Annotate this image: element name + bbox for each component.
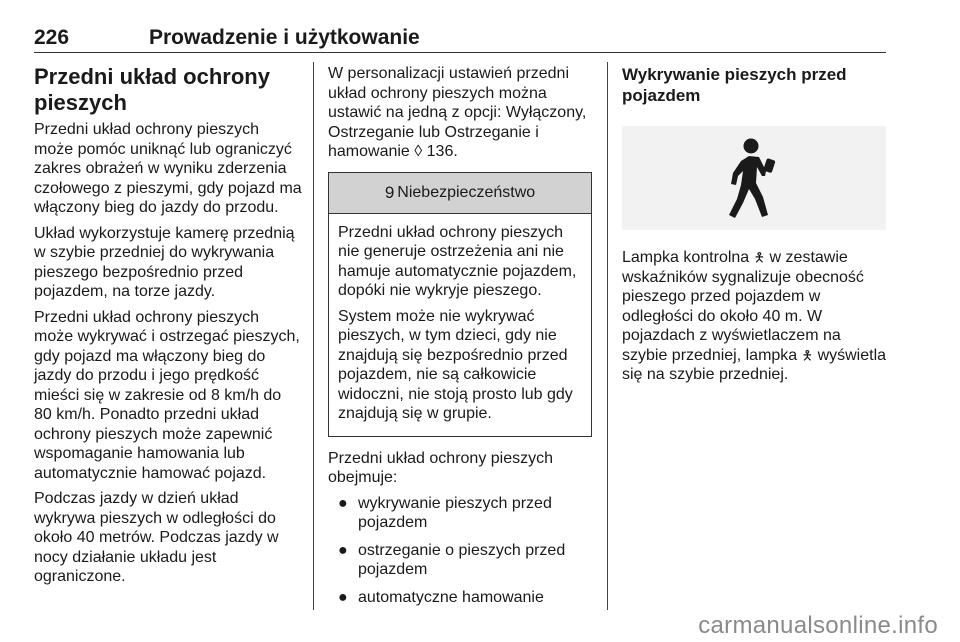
section-title: Prowadzenie i użytkowanie bbox=[149, 26, 420, 49]
column-1 bbox=[34, 64, 302, 593]
page-header bbox=[34, 22, 886, 53]
pedestrian-glyph-icon: 🯅 bbox=[753, 250, 766, 265]
settings-text: W personalizacji ustawień przedni układ ochrony pieszych można ustawić na jedną z opcji: Wyłączony, Ostrzeganie lub Ostrzeganie i hamowanie bbox=[328, 65, 587, 160]
list-item-text: automatyczne hamowanie bbox=[358, 588, 544, 606]
heading-pedestrian-protection: Przedni układ ochrony pieszych bbox=[34, 64, 270, 115]
column-divider bbox=[607, 62, 608, 610]
column-divider bbox=[313, 62, 314, 610]
warning-title: Niebezpieczeństwo bbox=[397, 183, 536, 201]
pedestrian-icon-image bbox=[622, 126, 886, 230]
indicator-text-3: wyświetla się na szybie przedniej. bbox=[622, 346, 887, 383]
bullet-icon: ● bbox=[338, 541, 348, 559]
paragraph: Układ wykorzystuje kamerę przednią w szybie przedniej do wykrywania pieszego bezpośrednio przed pojazdem, na torze jazdy. bbox=[34, 224, 295, 300]
list-item bbox=[328, 588, 592, 608]
list-item-text: ostrzeganie o pieszych przed pojazdem bbox=[358, 541, 566, 578]
pedestrian-icon bbox=[719, 135, 789, 221]
indicator-text-2: w zestawie wskaźników sygnalizuje obecność pieszego przed pojazdem w odległości do około 40 m. W pojazdach z wyświetlaczem na szybie przedniej, lampka bbox=[622, 249, 864, 364]
warning-body bbox=[329, 214, 591, 436]
bullet-icon: ● bbox=[338, 588, 348, 606]
warning-header bbox=[329, 173, 591, 214]
bullet-icon: ● bbox=[338, 494, 348, 512]
indicator-text-1: Lampka kontrolna bbox=[622, 249, 750, 266]
warning-box bbox=[328, 172, 592, 437]
page-ref-link[interactable]: 136. bbox=[426, 143, 458, 160]
list-intro: Przedni układ ochrony pieszych obejmuje: bbox=[328, 449, 554, 486]
list-item bbox=[328, 494, 592, 533]
paragraph: Podczas jazdy w dzień układ wykrywa pieszych w odległości do około 40 metrów. Podczas jazdy w nocy działanie układu jest ograniczone. bbox=[34, 490, 279, 585]
warning-triangle-icon: 9 bbox=[384, 182, 395, 202]
pedestrian-glyph-icon: 🯅 bbox=[801, 347, 814, 363]
watermark: carmanualsonline.info bbox=[698, 612, 938, 639]
page-number: 226 bbox=[34, 26, 70, 49]
settings-paragraph bbox=[328, 64, 592, 162]
paragraph: Przedni układ ochrony pieszych może pomóc uniknąć lub ograniczyć zakres obrażeń w wyniku zderzenia czołowego z pieszymi, gdy pojazd ma włączony bieg do jazdy do przodu. bbox=[34, 121, 302, 216]
page-ref-arrow-icon: ◊ bbox=[414, 143, 423, 160]
paragraph: Przedni układ ochrony pieszych może wykrywać i ostrzegać pieszych, gdy pojazd ma włączony bieg do jazdy do przodu i jego prędkość mieści się w zakresie od 8 km/h do 80 km/h. Ponadto przedni układ ochrony pieszych może zapewnić wspomaganie hamowania lub automatycznie hamować pojazd. bbox=[34, 308, 300, 482]
heading-pedestrian-detection: Wykrywanie pieszych przed pojazdem bbox=[622, 65, 847, 105]
indicator-paragraph bbox=[622, 248, 888, 385]
list-item-text: wykrywanie pieszych przed pojazdem bbox=[358, 494, 552, 531]
list-item bbox=[328, 541, 592, 580]
feature-list bbox=[328, 494, 592, 608]
warning-paragraph: System może nie wykrywać pieszych, w tym dzieci, gdy nie znajdują się bezpośrednio przed pojazdem, nie są całkowicie widoczni, nie stoją prosto lub gdy znajdują się w grupie. bbox=[338, 307, 573, 422]
warning-paragraph: Przedni układ ochrony pieszych nie generuje ostrzeżenia ani nie hamuje automatycznie pojazdem, dopóki nie wykryje pieszego. bbox=[338, 223, 577, 299]
column-3 bbox=[622, 64, 888, 391]
column-2 bbox=[328, 64, 592, 615]
